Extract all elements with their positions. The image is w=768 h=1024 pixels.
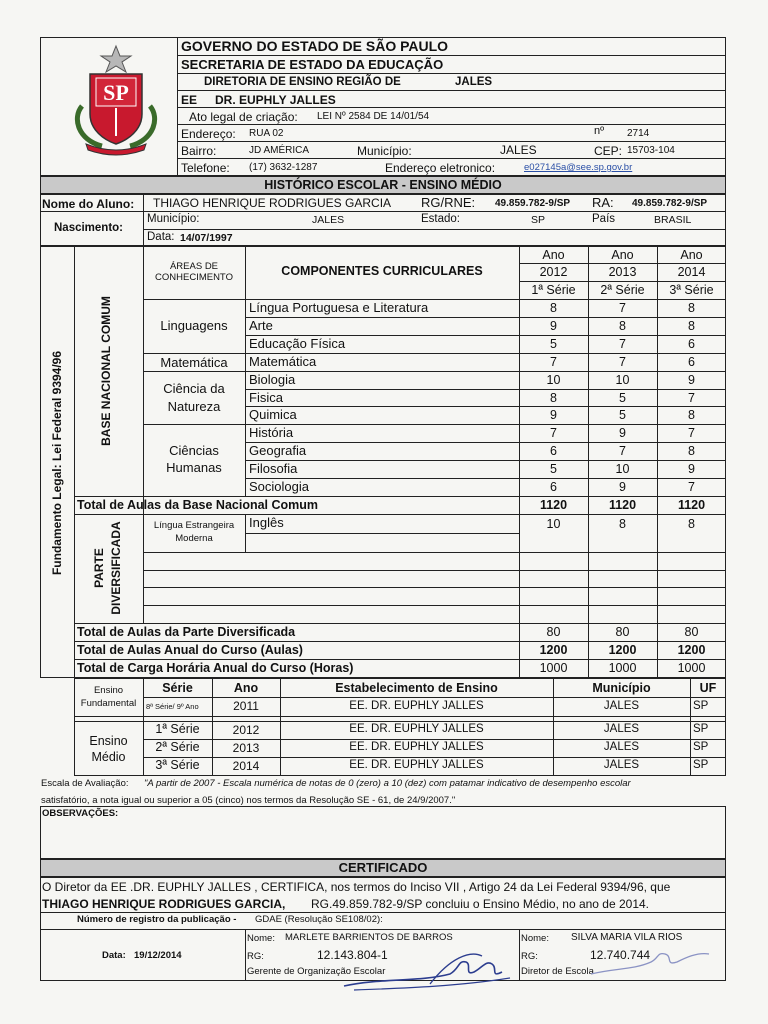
subject-grade: 8 bbox=[688, 319, 695, 333]
medio-mun: JALES bbox=[603, 723, 640, 735]
areas-header-2: CONHECIMENTO bbox=[155, 272, 233, 283]
area-linguagens: Linguagens bbox=[160, 318, 228, 333]
nasc-estado-value: SP bbox=[531, 214, 546, 226]
subject-grade: 10 bbox=[615, 373, 630, 387]
nasc-municipio-label: Município: bbox=[147, 213, 200, 225]
total-div-2012: 80 bbox=[546, 625, 561, 639]
email-label: Endereço eletronico: bbox=[385, 161, 496, 175]
subject-grade: 9 bbox=[688, 373, 695, 387]
cert-data-value: 19/12/2014 bbox=[134, 950, 182, 961]
carga-2012: 1000 bbox=[539, 661, 568, 675]
fund-ano: 2011 bbox=[233, 699, 259, 713]
observacoes-box bbox=[40, 806, 726, 859]
fund-label-1: Ensino bbox=[93, 685, 124, 696]
gerente-signature-icon bbox=[340, 938, 520, 994]
medio-estab: EE. DR. EUPHLY JALLES bbox=[349, 741, 484, 753]
subject-grade: 8 bbox=[688, 408, 695, 422]
fund-mun: JALES bbox=[603, 700, 640, 712]
school-prefix: EE bbox=[181, 93, 198, 107]
subject-name: Arte bbox=[249, 318, 273, 333]
nasc-municipio-value: JALES bbox=[312, 214, 345, 226]
subject-grade: 8 bbox=[619, 319, 626, 333]
subject-grade: 7 bbox=[619, 301, 626, 315]
total-anual-2013: 1200 bbox=[608, 643, 637, 657]
ato-value: LEI Nº 2584 DE 14/01/54 bbox=[317, 111, 430, 122]
total-anual-2012: 1200 bbox=[539, 643, 568, 657]
subject-grade: 6 bbox=[688, 337, 695, 351]
fund-label-2: Fundamental bbox=[80, 698, 137, 709]
subject-name: Educação Física bbox=[249, 336, 346, 351]
hist-ano-header: Ano bbox=[233, 681, 259, 695]
subject-row-divider bbox=[245, 317, 726, 318]
fundamento-legal: Fundamento Legal: Lei Federal 9394/96 bbox=[50, 350, 64, 576]
base-nacional-comum-label: BASE NACIONAL COMUM bbox=[99, 296, 113, 446]
subject-grade: 10 bbox=[546, 373, 561, 387]
ato-label: Ato legal de criação: bbox=[189, 110, 298, 124]
medio-ano: 2012 bbox=[232, 723, 260, 737]
municipio-label: Município: bbox=[357, 144, 412, 158]
medio-ano: 2014 bbox=[232, 759, 260, 773]
medio-serie: 3ª Série bbox=[155, 758, 200, 772]
certificado-title: CERTIFICADO bbox=[338, 860, 428, 875]
telefone-value: (17) 3632-1287 bbox=[249, 162, 318, 173]
lem-label-2: Moderna bbox=[175, 533, 213, 544]
subject-name: História bbox=[249, 425, 294, 440]
nome-value: THIAGO HENRIQUE RODRIGUES GARCIA bbox=[153, 196, 392, 210]
sao-paulo-seal-icon bbox=[68, 44, 164, 156]
area-matematica: Matemática bbox=[160, 355, 228, 370]
certificado-line1: O Diretor da EE .DR. EUPHLY JALLES , CERTIFICA, nos termos do Inciso VII , Artigo 24 da Lei Federal 9394/96, que bbox=[42, 880, 671, 894]
ingles-2012: 10 bbox=[546, 517, 561, 531]
medio-uf: SP bbox=[693, 741, 709, 753]
nasc-estado-label: Estado: bbox=[421, 213, 460, 225]
nascimento-label: Nascimento: bbox=[54, 222, 124, 234]
gerente-role: Gerente de Organização Escolar bbox=[247, 966, 386, 977]
diretor-signature-icon bbox=[585, 944, 715, 980]
certificado-line2: RG.49.859.782-9/SP concluiu o Ensino Médio, no ano de 2014. bbox=[311, 897, 650, 911]
telefone-label: Telefone: bbox=[181, 161, 230, 175]
subject-grade: 6 bbox=[550, 480, 557, 494]
gerente-nome-label: Nome: bbox=[247, 933, 275, 944]
area-ciencias-humanas-1: Ciências bbox=[169, 443, 219, 458]
total-div-2014: 80 bbox=[684, 625, 699, 639]
subject-row-divider bbox=[245, 389, 726, 390]
subject-grade: 7 bbox=[619, 337, 626, 351]
subject-name: Língua Portuguesa e Literatura bbox=[249, 300, 429, 315]
ra-value: 49.859.782-9/SP bbox=[632, 198, 708, 209]
parte-label-2: DIVERSIFICADA bbox=[109, 521, 123, 615]
hist-uf-header: UF bbox=[699, 681, 717, 695]
medio-mun: JALES bbox=[603, 759, 640, 771]
subject-grade: 7 bbox=[550, 355, 557, 369]
numero-value: 2714 bbox=[627, 128, 650, 139]
ingles-2013: 8 bbox=[619, 517, 626, 531]
gerente-rg-label: RG: bbox=[247, 951, 264, 962]
total-base-label: Total de Aulas da Base Nacional Comum bbox=[77, 498, 319, 512]
rg-label: RG/RNE: bbox=[421, 195, 476, 210]
subject-row-divider bbox=[245, 406, 726, 407]
ingles-2014: 8 bbox=[688, 517, 695, 531]
serie-3: 3ª Série bbox=[669, 283, 714, 297]
year-2013: 2013 bbox=[608, 265, 637, 279]
hist-estab-header: Estabelecimento de Ensino bbox=[335, 681, 498, 695]
year-2014: 2014 bbox=[677, 265, 706, 279]
subject-grade: 7 bbox=[550, 426, 557, 440]
total-base-2013: 1120 bbox=[608, 498, 637, 512]
subject-grade: 9 bbox=[619, 426, 626, 440]
subject-grade: 9 bbox=[619, 480, 626, 494]
subject-grade: 8 bbox=[550, 391, 557, 405]
ra-label: RA: bbox=[592, 195, 614, 210]
hist-serie-header: Série bbox=[162, 681, 193, 695]
componentes-header: COMPONENTES CURRICULARES bbox=[281, 264, 483, 278]
diretor-role: Diretor de Escola bbox=[521, 966, 594, 977]
diretor-rg: 12.740.744 bbox=[590, 948, 651, 962]
area-ciencias-humanas-2: Humanas bbox=[166, 460, 222, 475]
seal-text: SP bbox=[103, 80, 129, 105]
diretor-rg-label: RG: bbox=[521, 951, 538, 962]
subject-grade: 7 bbox=[619, 444, 626, 458]
nasc-pais-value: BRASIL bbox=[654, 214, 692, 226]
subject-name: Fisica bbox=[249, 390, 283, 405]
school-name: DR. EUPHLY JALLES bbox=[215, 93, 336, 107]
medio-estab: EE. DR. EUPHLY JALLES bbox=[349, 759, 484, 771]
endereco-value: RUA 02 bbox=[249, 128, 284, 139]
subject-grade: 10 bbox=[615, 462, 630, 476]
fund-serie: 8ª Série/ 9º Ano bbox=[146, 702, 199, 711]
page-title: HISTÓRICO ESCOLAR - ENSINO MÉDIO bbox=[264, 178, 502, 192]
bairro-label: Bairro: bbox=[181, 144, 217, 158]
medio-uf: SP bbox=[693, 723, 709, 735]
lem-label-1: Língua Estrangeira bbox=[153, 520, 235, 531]
cert-data-label: Data: bbox=[102, 950, 126, 961]
medio-serie: 1ª Série bbox=[155, 722, 200, 736]
bairro-value: JD AMÉRICA bbox=[249, 145, 310, 156]
gerente-rg: 12.143.804-1 bbox=[317, 948, 388, 962]
subject-grade: 7 bbox=[619, 355, 626, 369]
diretor-nome-label: Nome: bbox=[521, 933, 549, 944]
ano-label-1: Ano bbox=[542, 248, 565, 262]
carga-2013: 1000 bbox=[608, 661, 637, 675]
subject-grade: 8 bbox=[688, 444, 695, 458]
total-base-2014: 1120 bbox=[677, 498, 706, 512]
certificado-name: THIAGO HENRIQUE RODRIGUES GARCIA, bbox=[42, 897, 286, 911]
year-2012: 2012 bbox=[539, 265, 568, 279]
gerente-name: MARLETE BARRIENTOS DE BARROS bbox=[285, 932, 453, 943]
fund-estab: EE. DR. EUPHLY JALLES bbox=[349, 700, 484, 712]
medio-mun: JALES bbox=[603, 741, 640, 753]
subject-name: Biologia bbox=[249, 372, 296, 387]
area-ciencia-natureza-1: Ciência da bbox=[163, 381, 225, 396]
subject-row-divider bbox=[245, 460, 726, 461]
nasc-pais-label: País bbox=[592, 213, 616, 225]
parte-label-1: PARTE bbox=[92, 548, 106, 588]
total-base-2012: 1120 bbox=[539, 498, 568, 512]
ano-label-3: Ano bbox=[680, 248, 703, 262]
subject-grade: 8 bbox=[550, 301, 557, 315]
subject-grade: 5 bbox=[550, 337, 557, 351]
diretoria-label: DIRETORIA DE ENSINO REGIÃO DE bbox=[204, 76, 401, 88]
subject-grade: 9 bbox=[688, 462, 695, 476]
area-ciencia-natureza-2: Natureza bbox=[167, 399, 221, 414]
subject-grade: 5 bbox=[619, 391, 626, 405]
gov-title: GOVERNO DO ESTADO DE SÃO PAULO bbox=[181, 38, 449, 54]
medio-label-1: Ensino bbox=[89, 734, 128, 748]
numero-label: nº bbox=[594, 125, 605, 137]
medio-estab: EE. DR. EUPHLY JALLES bbox=[349, 723, 484, 735]
observacoes-label: OBSERVAÇÕES: bbox=[42, 808, 119, 819]
escala-label: Escala de Avaliação: bbox=[41, 778, 129, 789]
nome-label: Nome do Aluno: bbox=[42, 197, 135, 211]
subject-grade: 6 bbox=[550, 444, 557, 458]
nasc-data-value: 14/07/1997 bbox=[180, 232, 233, 244]
email-link[interactable]: e027145a@see.sp.gov.br bbox=[524, 162, 633, 173]
cep-value: 15703-104 bbox=[627, 145, 675, 156]
cep-label: CEP: bbox=[594, 144, 623, 158]
carga-2014: 1000 bbox=[677, 661, 706, 675]
subject-name: Filosofia bbox=[249, 461, 298, 476]
subject-grade: 6 bbox=[688, 355, 695, 369]
subject-name: Matemática bbox=[249, 354, 317, 369]
secretaria-title: SECRETARIA DE ESTADO DA EDUCAÇÃO bbox=[181, 57, 444, 72]
subject-grade: 8 bbox=[688, 301, 695, 315]
subject-grade: 7 bbox=[688, 480, 695, 494]
nasc-data-label: Data: bbox=[147, 231, 175, 243]
total-div-2013: 80 bbox=[615, 625, 630, 639]
endereco-label: Endereço: bbox=[181, 127, 236, 141]
subject-name: Quimica bbox=[249, 407, 297, 422]
subject-ingles: Inglês bbox=[249, 515, 284, 530]
subject-name: Geografia bbox=[249, 443, 307, 458]
total-div-label: Total de Aulas da Parte Diversificada bbox=[77, 625, 296, 639]
rg-value: 49.859.782-9/SP bbox=[495, 198, 571, 209]
registro-label: Número de registro da publicação - bbox=[77, 914, 237, 925]
medio-label-2: Médio bbox=[91, 750, 126, 764]
total-anual-2014: 1200 bbox=[677, 643, 706, 657]
fund-uf: SP bbox=[693, 700, 709, 712]
subject-grade: 7 bbox=[688, 391, 695, 405]
subject-row-divider bbox=[245, 478, 726, 479]
registro-value: GDAE (Resolução SE108/02): bbox=[255, 914, 383, 925]
subject-grade: 7 bbox=[688, 426, 695, 440]
subject-grade: 5 bbox=[550, 462, 557, 476]
medio-serie: 2ª Série bbox=[155, 740, 200, 754]
escala-text-2: satisfatório, a nota igual ou superior a 05 (cinco) nos termos da Resolução SE - 61, de 24/9/2007." bbox=[41, 795, 456, 806]
medio-uf: SP bbox=[693, 759, 709, 771]
diretoria-city: JALES bbox=[455, 76, 493, 88]
carga-label: Total de Carga Horária Anual do Curso (Horas) bbox=[77, 661, 354, 675]
subject-grade: 9 bbox=[550, 319, 557, 333]
areas-header-1: ÁREAS DE bbox=[169, 261, 219, 272]
municipio-value: JALES bbox=[500, 143, 537, 157]
diretor-name: SILVA MARIA VILA RIOS bbox=[571, 932, 683, 943]
subject-grade: 9 bbox=[550, 408, 557, 422]
total-anual-label: Total de Aulas Anual do Curso (Aulas) bbox=[77, 643, 303, 657]
escala-text-1: "A partir de 2007 - Escala numérica de notas de 0 (zero) a 10 (dez) com patamar indicativo de desempenho escolar bbox=[144, 778, 631, 789]
hist-municipio-header: Município bbox=[592, 681, 651, 695]
serie-2: 2ª Série bbox=[600, 283, 645, 297]
medio-ano: 2013 bbox=[232, 741, 260, 755]
ano-label-2: Ano bbox=[611, 248, 634, 262]
subject-grade: 5 bbox=[619, 408, 626, 422]
subject-name: Sociologia bbox=[249, 479, 309, 494]
serie-1: 1ª Série bbox=[531, 283, 576, 297]
subject-row-divider bbox=[245, 442, 726, 443]
